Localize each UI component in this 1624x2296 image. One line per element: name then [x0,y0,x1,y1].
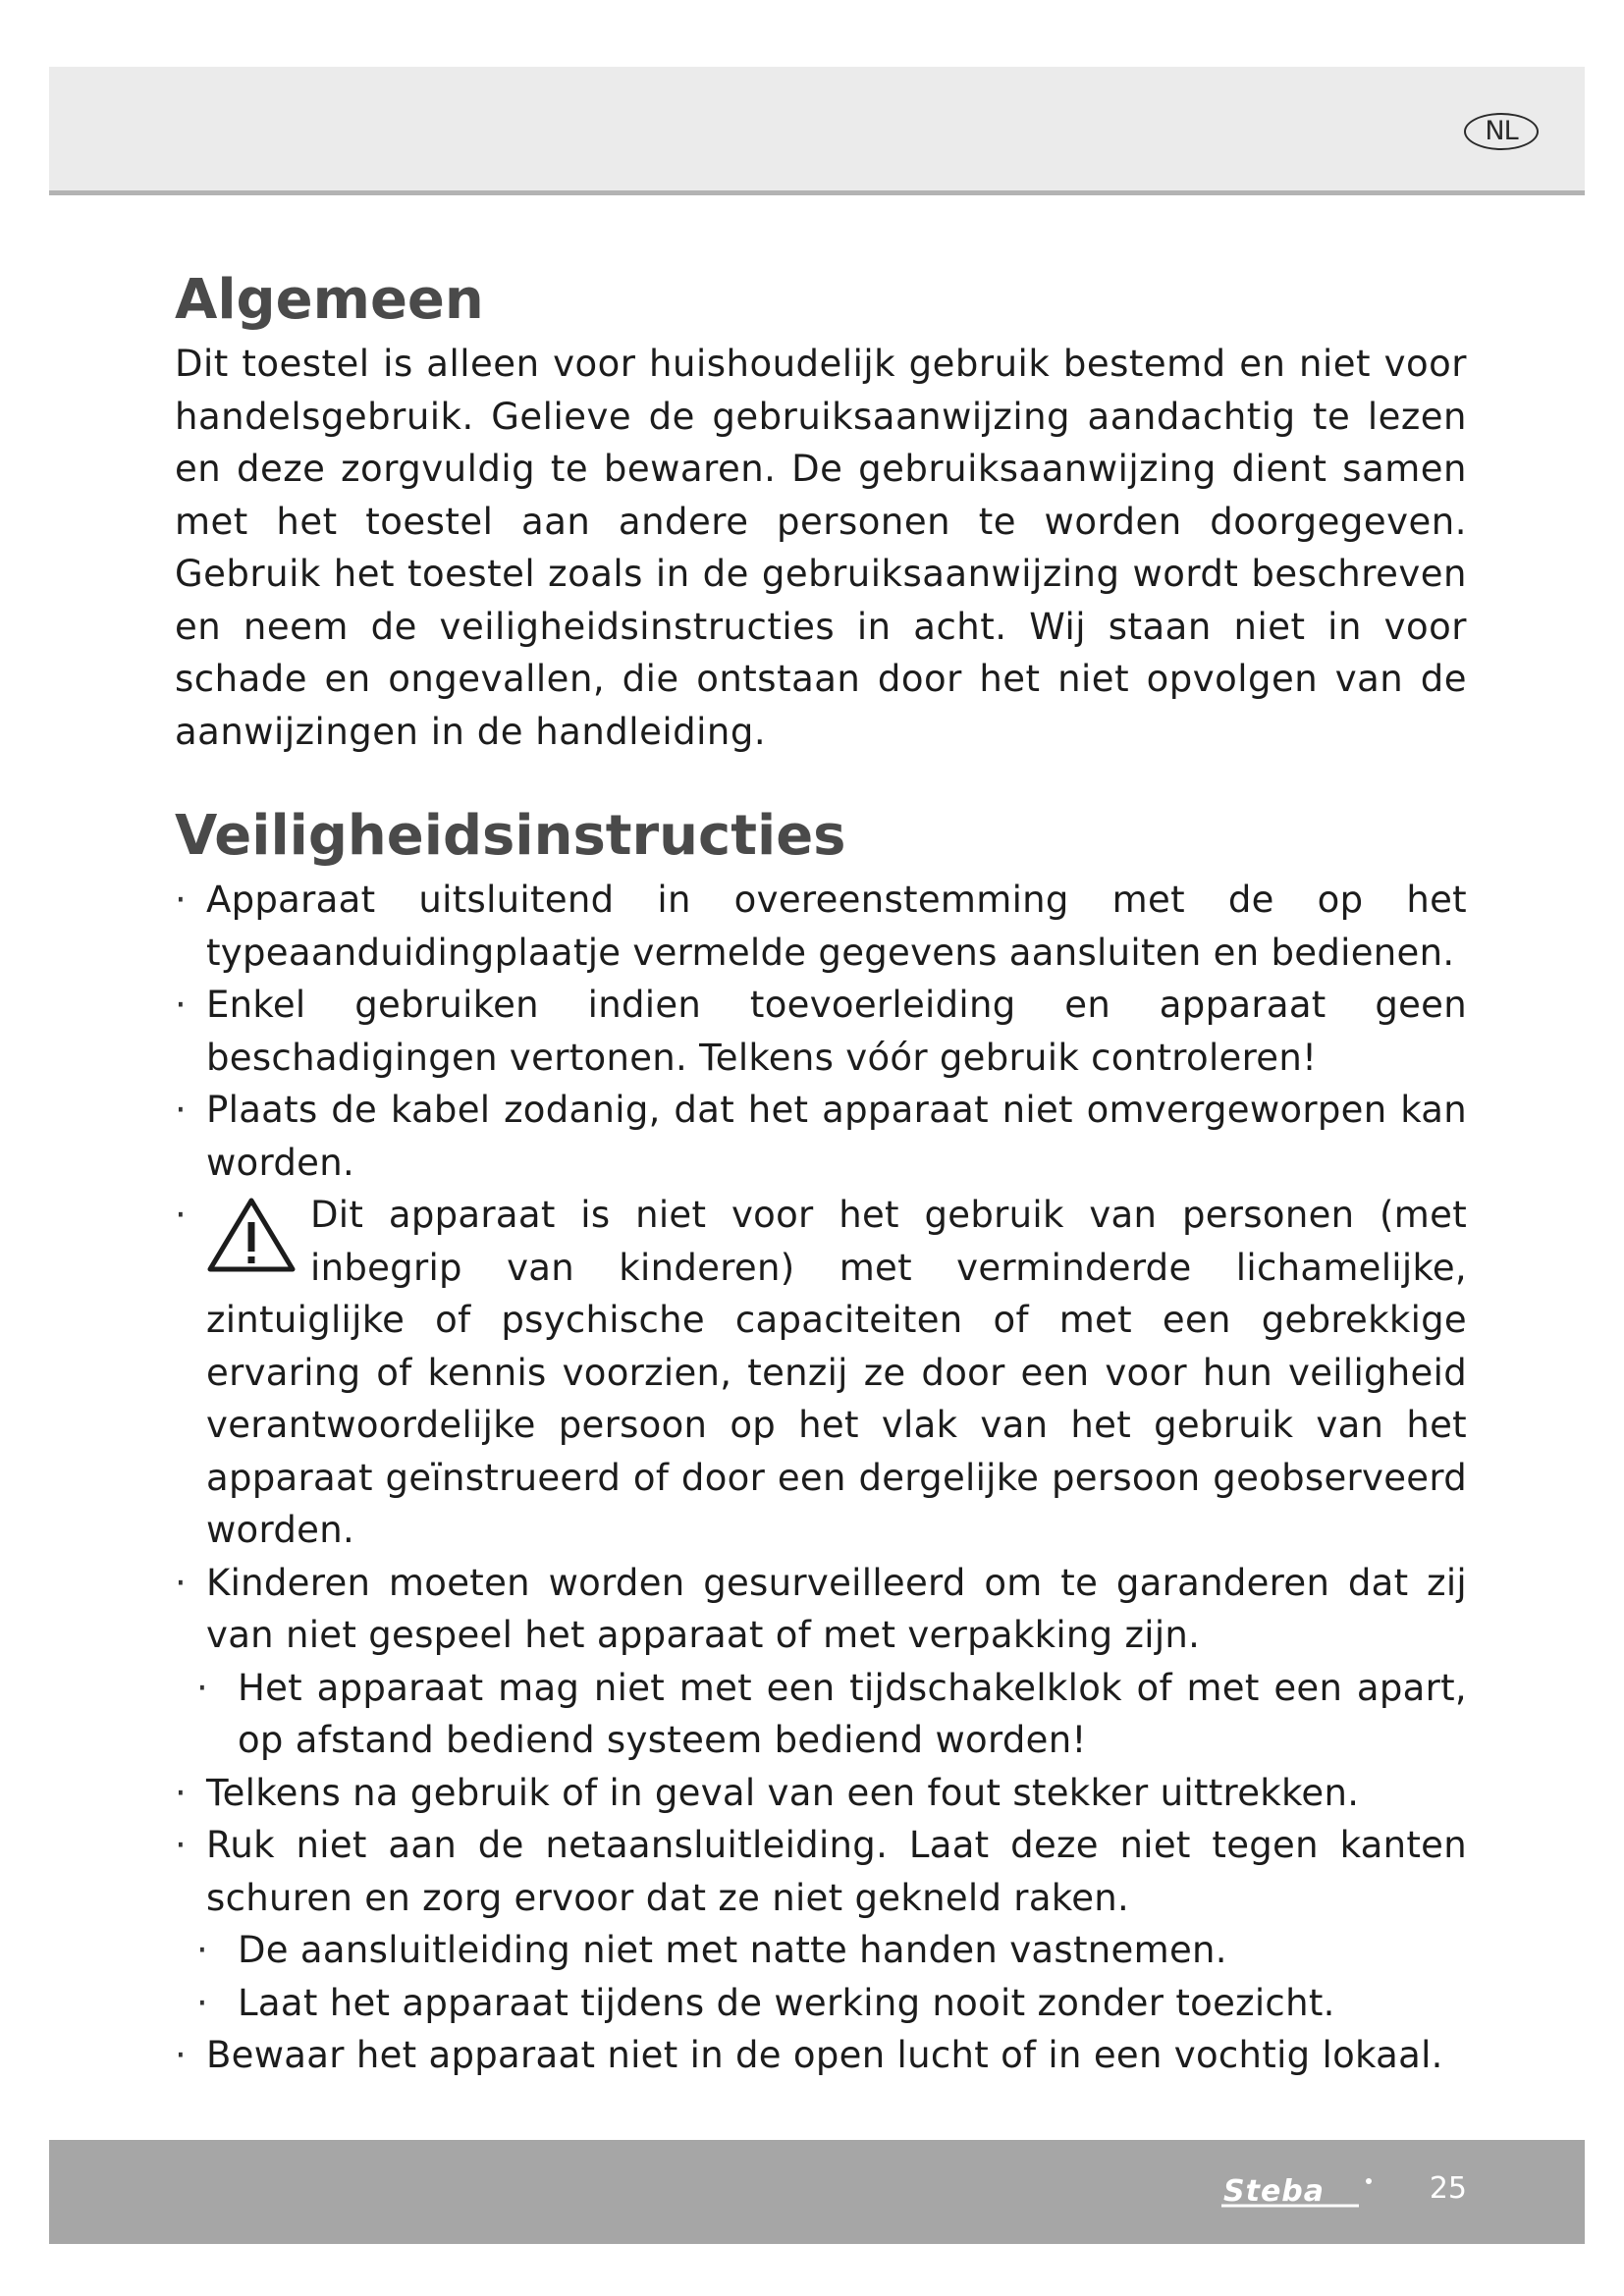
list-item: · Plaats de kabel zodanig, dat het apparaat niet omvergeworpen kan worden. [175,1084,1467,1189]
list-item: · Ruk niet aan de netaansluitleiding. Laat deze niet tegen kanten schuren en zorg ervoor dat ze niet gekneld raken. [175,1819,1467,1924]
language-badge: NL [1464,113,1539,150]
page-content [175,263,1467,2082]
list-item: · Laat het apparaat tijdens de werking nooit zonder toezicht. [175,1977,1467,2030]
list-item: · Apparaat uitsluitend in overeenstemming met de op het typeaanduidingplaatje vermelde gegevens aansluiten en bedienen. [175,874,1467,979]
list-item: · Telkens na gebruik of in geval van een fout stekker uittrekken. [175,1767,1467,1820]
steba-logo [1219,2173,1377,2213]
page-number: 25 [1429,2171,1467,2206]
list-item: · Het apparaat mag niet met een tijdschakelklok of met een apart, op afstand bediend systeem bediend worden! [175,1662,1467,1767]
list-item: · Enkel gebruiken indien toevoerleiding en apparaat geen beschadigingen vertonen. Telkens vóór gebruik controleren! [175,979,1467,1084]
header-band [49,67,1585,195]
warning-text: Dit apparaat is niet voor het gebruik van personen (met inbegrip van kinderen) met verminderde lichamelijke, zintuiglijke of psychische capaciteiten of met een gebrekkige ervaring of kennis voorzien, tenzij ze door een voor hun veiligheid verantwoordelijke persoon op het vlak van het gebruik van het apparaat geïnstrueerd of door een dergelijke persoon geobserveerd worden. [206,1194,1467,1551]
general-paragraph: Dit toestel is alleen voor huishoudelijk gebruik bestemd en niet voor handelsgebruik. Gelieve de gebruiksaanwijzing aandachtig te lezen en deze zorgvuldig te bewaren. De gebruiksaanwijzing dient samen met het toestel aan andere personen te worden doorgegeven. Gebruik het toestel zoals in de gebruiksaanwijzing wordt beschreven en neem de veiligheidsinstructies in acht. Wij staan niet in voor schade en ongevallen, die ontstaan door het niet opvolgen van de aanwijzingen in de handleiding. [175,343,1467,753]
list-item: · De aansluitleiding niet met natte handen vastnemen. [175,1924,1467,1977]
list-item: · Kinderen moeten worden gesurveilleerd om te garanderen dat zij van niet gespeel het apparaat of met verpakking zijn. [175,1557,1467,1662]
list-item-warning [175,1189,1467,1557]
footer-band [49,2140,1585,2244]
svg-text:Steba: Steba [1223,2174,1326,2209]
warning-triangle-icon [206,1197,297,1273]
section-title-safety: Veiligheidsinstructies [175,804,846,868]
section-title-general: Algemeen [175,268,484,332]
safety-list [175,874,1467,2082]
list-item: · Bewaar het apparaat niet in de open lucht of in een vochtig lokaal. [175,2029,1467,2082]
